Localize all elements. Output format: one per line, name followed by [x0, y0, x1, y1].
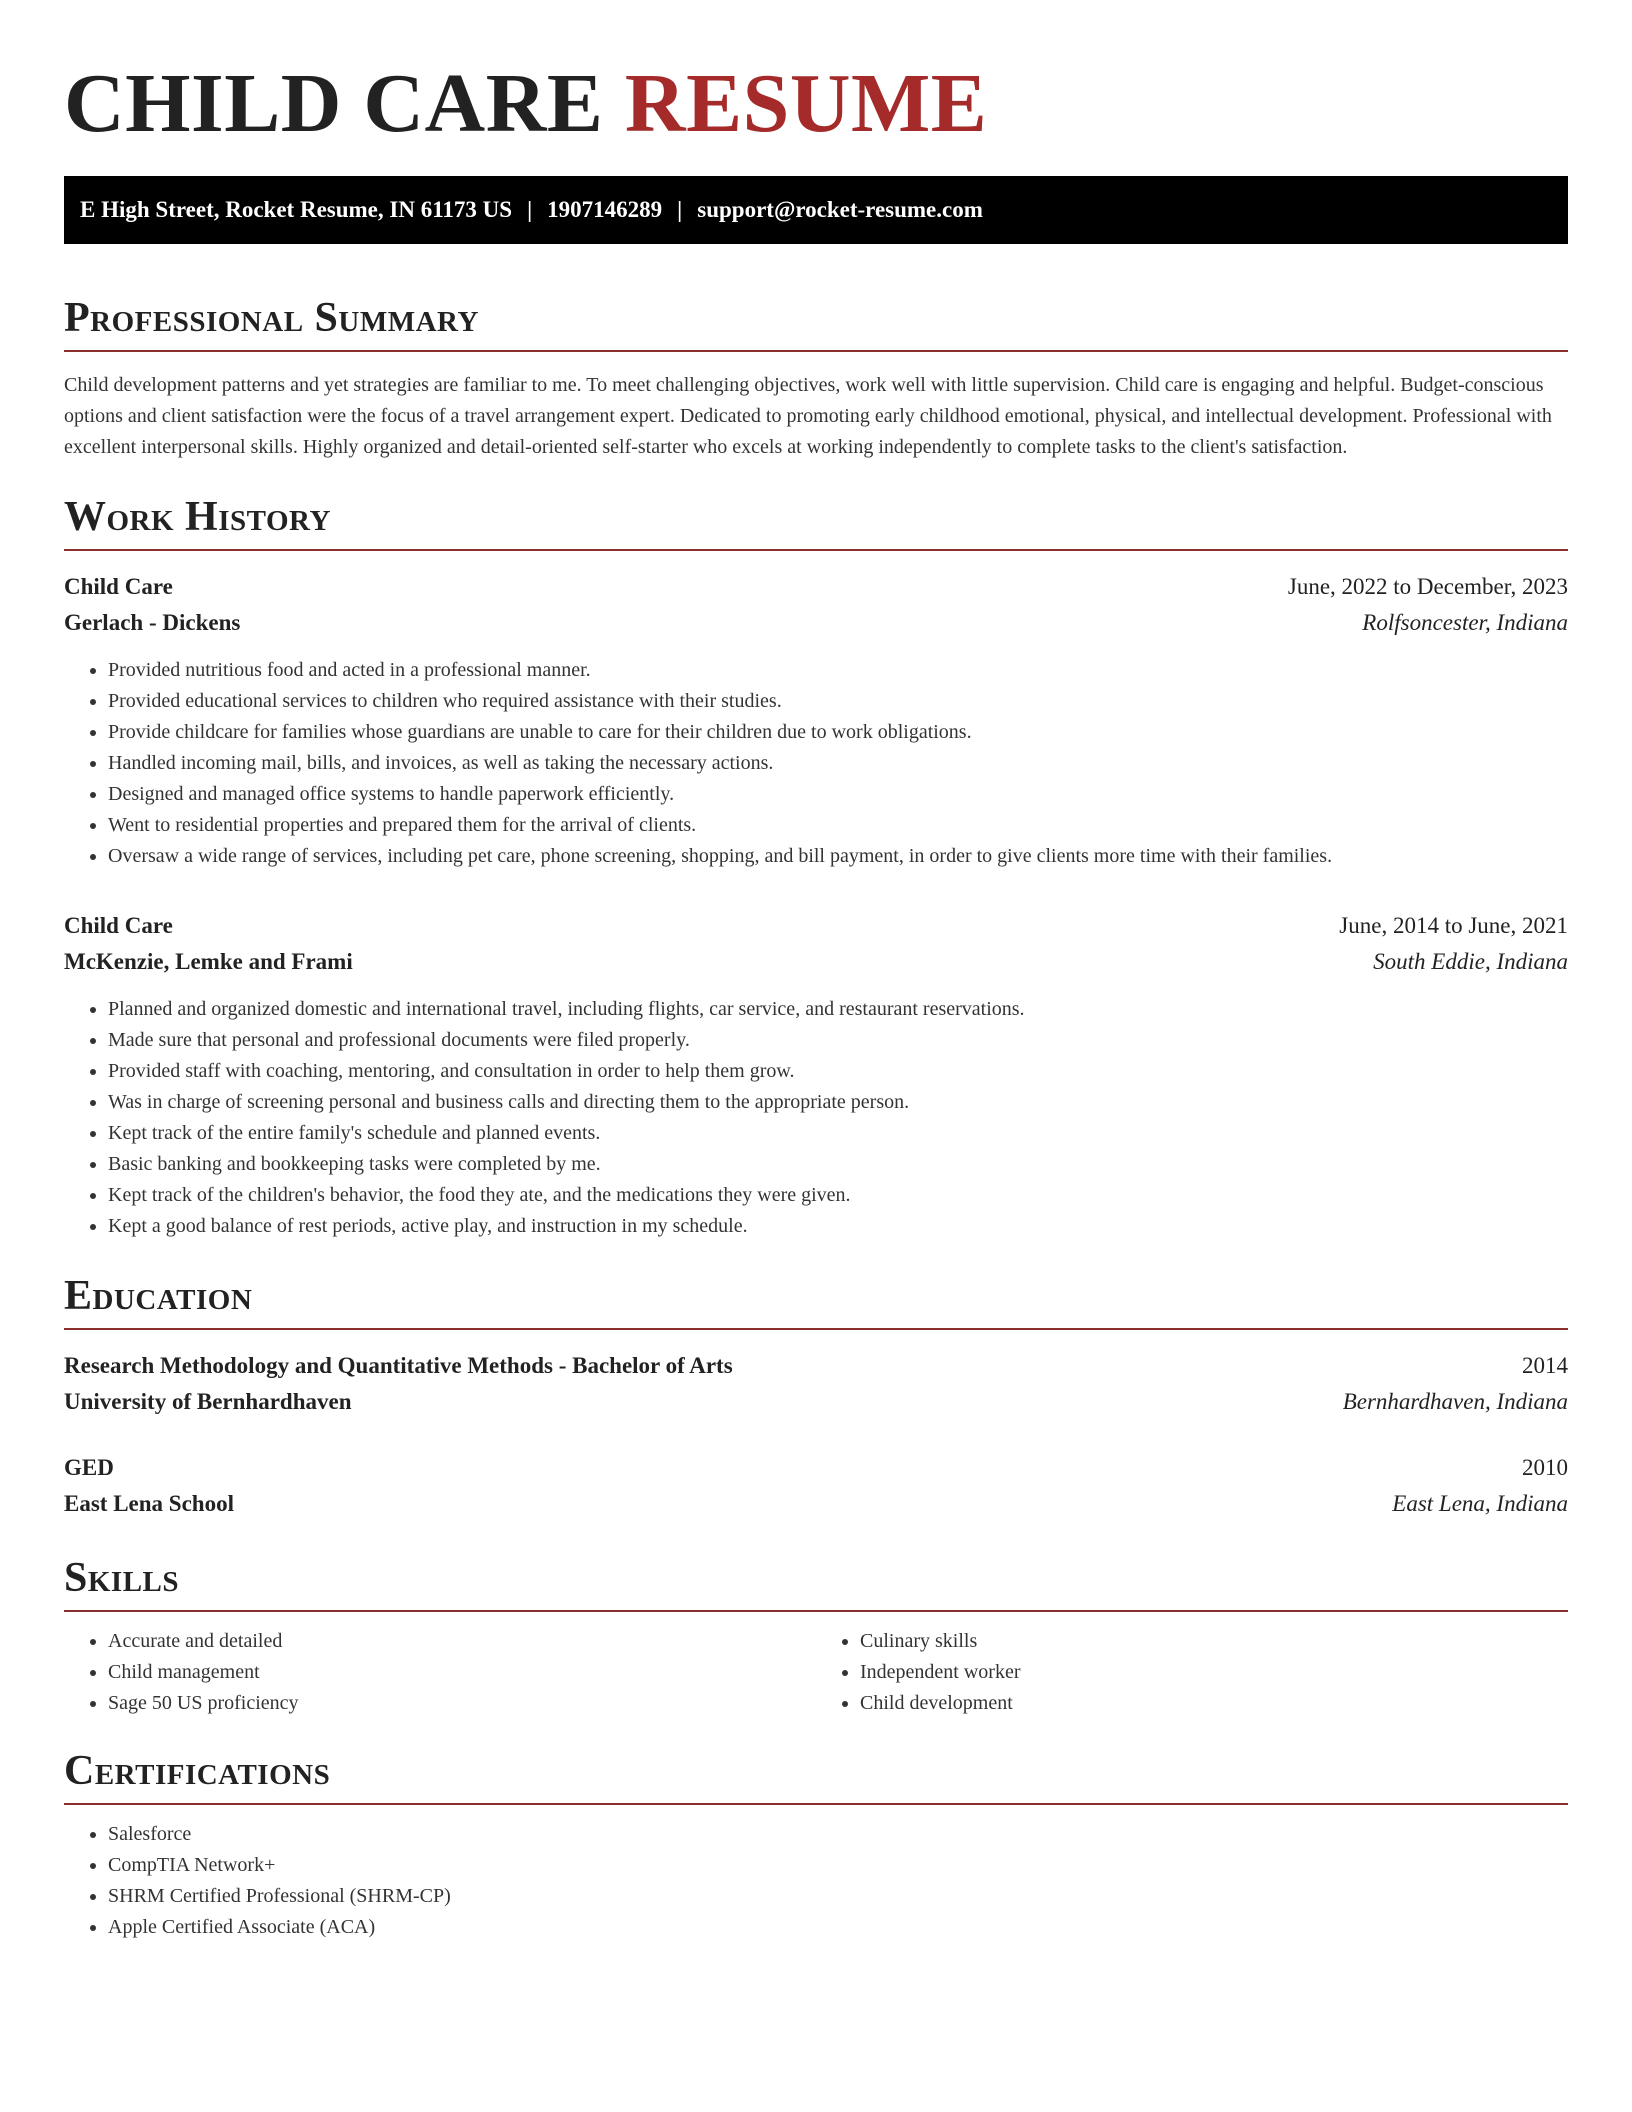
- education-school-row: [64, 1486, 1568, 1522]
- job-duty: • Kept track of the entire family's schedule and planned events.: [108, 1118, 1568, 1149]
- job-title: Child Care: [64, 913, 173, 938]
- skills-grid: [64, 1626, 1568, 1719]
- education-school: East Lena School: [64, 1491, 234, 1516]
- section-divider: [64, 1803, 1568, 1805]
- skills-list-left: [64, 1626, 816, 1719]
- job-company: McKenzie, Lemke and Frami: [64, 949, 353, 974]
- education-degree-row: [64, 1348, 1568, 1384]
- job-company-row: [64, 605, 1568, 641]
- job-duty: • Made sure that personal and professional documents were filed properly.: [108, 1025, 1568, 1056]
- section-divider: [64, 1328, 1568, 1330]
- summary-section: [64, 292, 1568, 463]
- job-header-row: [64, 908, 1568, 944]
- education-degree: Research Methodology and Quantitative Methods - Bachelor of Arts: [64, 1353, 733, 1378]
- job-duty: • Basic banking and bookkeeping tasks were completed by me.: [108, 1149, 1568, 1180]
- education-degree-row: [64, 1450, 1568, 1486]
- job-dates: June, 2022 to December, 2023: [1287, 574, 1568, 599]
- job-header-row: [64, 569, 1568, 605]
- contact-address: E High Street, Rocket Resume, IN 61173 US: [80, 197, 513, 222]
- education-location: East Lena, Indiana: [1392, 1491, 1568, 1516]
- job-location: South Eddie, Indiana: [1373, 949, 1568, 974]
- education-year: 2010: [1522, 1455, 1568, 1480]
- skills-list-right: [816, 1626, 1568, 1719]
- certification-item: • SHRM Certified Professional (SHRM-CP): [108, 1881, 1568, 1912]
- job-duty: • Was in charge of screening personal and business calls and directing them to the appropriate person.: [108, 1087, 1568, 1118]
- education-location: Bernhardhaven, Indiana: [1342, 1389, 1568, 1414]
- certification-item: • Salesforce: [108, 1819, 1568, 1850]
- resume-title: [64, 56, 1568, 152]
- education-degree: GED: [64, 1455, 114, 1480]
- contact-bar: [64, 176, 1568, 244]
- job-company: Gerlach - Dickens: [64, 610, 241, 635]
- education-section: [64, 1270, 1568, 1522]
- education-school-row: [64, 1384, 1568, 1420]
- skill-item: • Independent worker: [860, 1657, 1568, 1688]
- skill-item: • Accurate and detailed: [108, 1626, 816, 1657]
- certification-item: • Apple Certified Associate (ACA): [108, 1912, 1568, 1943]
- job-duty: • Provided nutritious food and acted in a professional manner.: [108, 655, 1568, 686]
- education-year: 2014: [1522, 1353, 1568, 1378]
- job-entry: [64, 569, 1568, 872]
- certification-item: • CompTIA Network+: [108, 1850, 1568, 1881]
- section-divider: [64, 1610, 1568, 1612]
- title-accent: RESUME: [624, 57, 988, 150]
- contact-separator: |: [677, 197, 683, 222]
- certifications-section: [64, 1745, 1568, 1943]
- certifications-list: [64, 1819, 1568, 1943]
- job-duties-list: [64, 655, 1568, 872]
- job-duty: • Oversaw a wide range of services, including pet care, phone screening, shopping, and bill payment, in order to give clients more time with their families.: [108, 841, 1568, 872]
- job-duty: • Handled incoming mail, bills, and invoices, as well as taking the necessary actions.: [108, 748, 1568, 779]
- job-duty: • Kept a good balance of rest periods, active play, and instruction in my schedule.: [108, 1211, 1568, 1242]
- job-entry: [64, 908, 1568, 1242]
- job-duty: • Planned and organized domestic and international travel, including flights, car service, and restaurant reservations.: [108, 994, 1568, 1025]
- job-duty: • Went to residential properties and prepared them for the arrival of clients.: [108, 810, 1568, 841]
- skills-heading: Skills: [64, 1555, 180, 1601]
- job-duty: • Provide childcare for families whose guardians are unable to care for their children due to work obligations.: [108, 717, 1568, 748]
- job-duty: • Provided educational services to children who required assistance with their studies.: [108, 686, 1568, 717]
- title-main: CHILD CARE: [64, 57, 604, 150]
- education-heading: Education: [64, 1273, 253, 1319]
- section-divider: [64, 549, 1568, 551]
- work-history-heading: Work History: [64, 494, 331, 540]
- job-location: Rolfsoncester, Indiana: [1362, 610, 1568, 635]
- job-duty: • Designed and managed office systems to handle paperwork efficiently.: [108, 779, 1568, 810]
- job-title: Child Care: [64, 574, 173, 599]
- summary-heading: Professional Summary: [64, 295, 479, 341]
- skill-item: • Child management: [108, 1657, 816, 1688]
- education-entry: [64, 1450, 1568, 1522]
- certifications-heading: Certifications: [64, 1748, 331, 1794]
- education-school: University of Bernhardhaven: [64, 1389, 352, 1414]
- summary-text: Child development patterns and yet strategies are familiar to me. To meet challenging objectives, work well with little supervision. Child care is engaging and helpful. Budget-conscious options and client satisfaction were the focus of a travel arrangement expert. Dedicated to promoting early childhood emotional, physical, and intellectual development. Professional with excellent interpersonal skills. Highly organized and detail-oriented self-starter who excels at working independently to complete tasks to the client's satisfaction.: [64, 374, 1552, 458]
- section-divider: [64, 350, 1568, 352]
- work-history-section: [64, 491, 1568, 1242]
- job-dates: June, 2014 to June, 2021: [1339, 913, 1568, 938]
- contact-separator: |: [527, 197, 533, 222]
- skill-item: • Culinary skills: [860, 1626, 1568, 1657]
- contact-email: support@rocket-resume.com: [697, 197, 983, 222]
- contact-phone: 1907146289: [547, 197, 663, 222]
- skill-item: • Sage 50 US proficiency: [108, 1688, 816, 1719]
- education-entry: [64, 1348, 1568, 1420]
- job-duty: • Provided staff with coaching, mentoring, and consultation in order to help them grow.: [108, 1056, 1568, 1087]
- job-company-row: [64, 944, 1568, 980]
- job-duties-list: [64, 994, 1568, 1242]
- skill-item: • Child development: [860, 1688, 1568, 1719]
- job-duty: • Kept track of the children's behavior, the food they ate, and the medications they were given.: [108, 1180, 1568, 1211]
- skills-section: [64, 1552, 1568, 1719]
